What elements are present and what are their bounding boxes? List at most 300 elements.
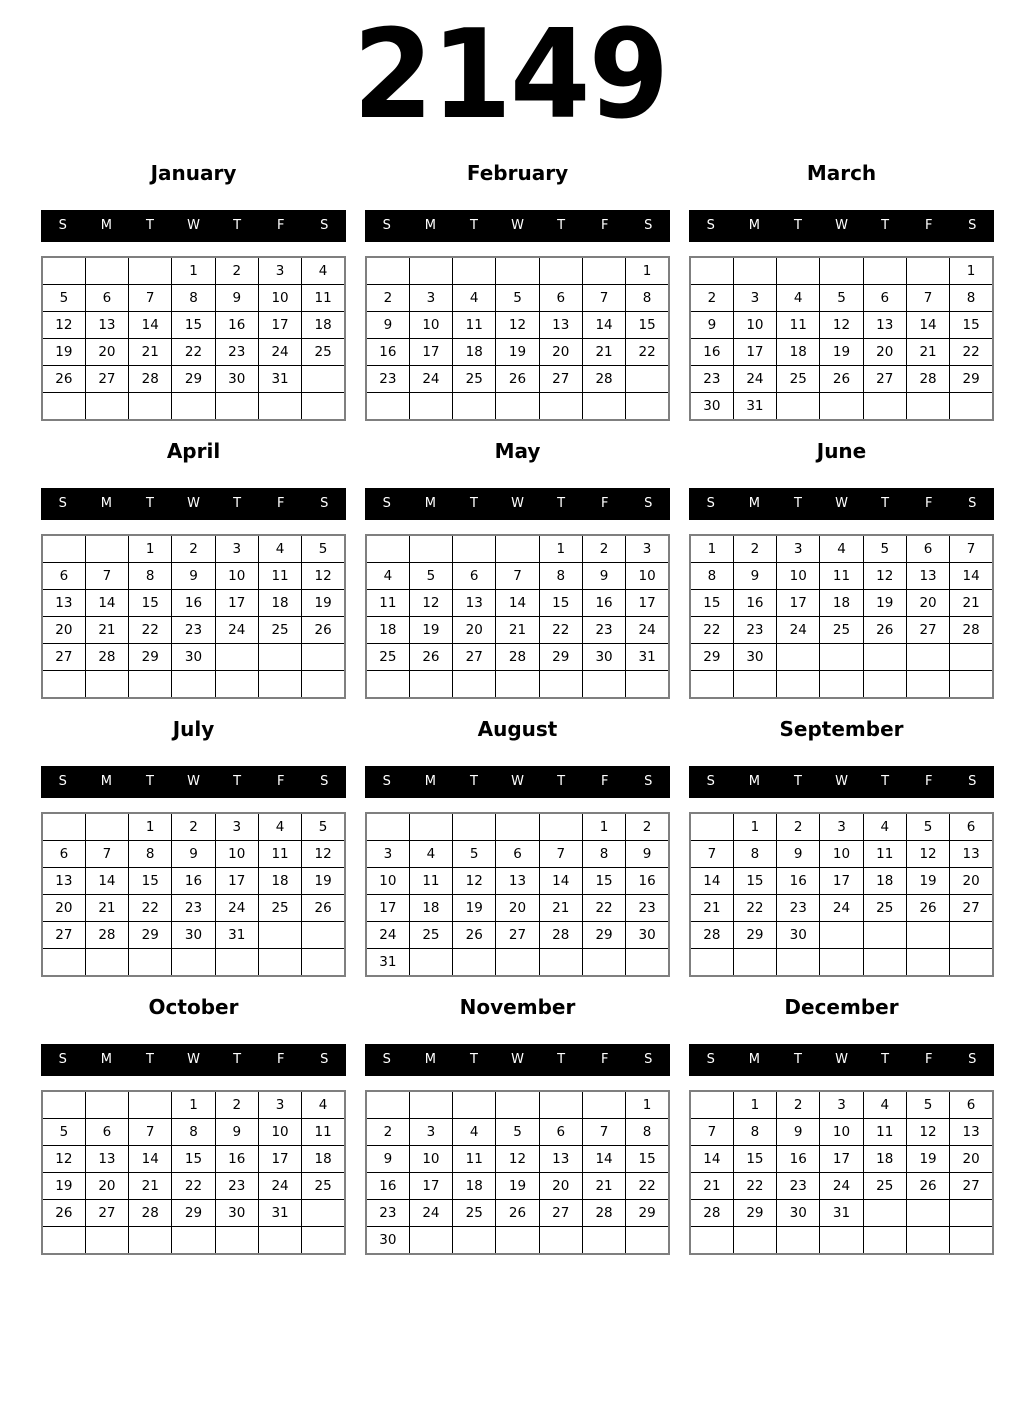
day-cell: 31 — [215, 922, 258, 949]
weekday-header — [41, 210, 346, 242]
weekday-label: W — [187, 1052, 200, 1067]
day-cell: 25 — [863, 1173, 906, 1200]
week-row — [690, 535, 993, 563]
day-cell: 9 — [215, 1119, 258, 1146]
weekday-label: S — [58, 496, 67, 511]
empty-day-cell — [496, 535, 539, 563]
empty-day-cell — [733, 1227, 776, 1255]
day-cell: 6 — [539, 1119, 582, 1146]
day-cell: 13 — [539, 312, 582, 339]
empty-day-cell — [820, 671, 863, 699]
day-cell: 27 — [863, 366, 906, 393]
empty-day-cell — [496, 813, 539, 841]
weekday-label: T — [881, 1052, 890, 1067]
weekday-header — [365, 488, 670, 520]
month-grid — [365, 1090, 670, 1255]
day-cell: 8 — [626, 1119, 669, 1146]
weekday-label: M — [748, 218, 760, 233]
empty-day-cell — [302, 1227, 345, 1255]
empty-day-cell — [950, 393, 993, 421]
day-cell: 29 — [539, 644, 582, 671]
day-cell: 22 — [950, 339, 993, 366]
empty-day-cell — [453, 393, 496, 421]
day-cell: 21 — [950, 590, 993, 617]
day-cell: 23 — [733, 617, 776, 644]
weekday-label: S — [382, 218, 391, 233]
weekday-label: W — [511, 774, 524, 789]
week-row — [42, 1091, 345, 1119]
day-cell: 5 — [302, 813, 345, 841]
empty-day-cell — [453, 813, 496, 841]
day-cell: 7 — [582, 1119, 625, 1146]
empty-day-cell — [539, 393, 582, 421]
day-cell: 1 — [733, 813, 776, 841]
day-cell: 14 — [690, 868, 733, 895]
day-cell: 4 — [258, 813, 301, 841]
day-cell: 23 — [215, 1173, 258, 1200]
day-cell: 28 — [85, 922, 128, 949]
month-april — [41, 438, 346, 702]
day-cell: 28 — [690, 922, 733, 949]
week-row — [42, 813, 345, 841]
day-cell: 19 — [863, 590, 906, 617]
day-cell: 17 — [820, 868, 863, 895]
empty-day-cell — [409, 949, 452, 977]
day-cell: 25 — [820, 617, 863, 644]
day-cell: 13 — [85, 1146, 128, 1173]
week-row — [366, 949, 669, 977]
empty-day-cell — [129, 393, 172, 421]
weekday-header — [689, 488, 994, 520]
weekday-label: T — [793, 1052, 802, 1067]
empty-day-cell — [863, 1227, 906, 1255]
day-cell: 18 — [409, 895, 452, 922]
day-cell: 2 — [366, 285, 409, 312]
day-cell: 8 — [626, 285, 669, 312]
day-cell: 6 — [42, 563, 85, 590]
weekday-label: T — [469, 774, 478, 789]
day-cell: 12 — [42, 312, 85, 339]
day-cell: 10 — [215, 563, 258, 590]
empty-day-cell — [85, 949, 128, 977]
week-row — [690, 366, 993, 393]
day-cell: 1 — [626, 257, 669, 285]
day-cell: 3 — [258, 257, 301, 285]
day-cell: 23 — [366, 1200, 409, 1227]
day-cell: 29 — [172, 1200, 215, 1227]
empty-day-cell — [215, 393, 258, 421]
day-cell: 17 — [777, 590, 820, 617]
weekday-label: M — [748, 1052, 760, 1067]
day-cell: 30 — [172, 644, 215, 671]
weekday-label: F — [276, 774, 285, 789]
empty-day-cell — [453, 535, 496, 563]
month-grid — [41, 812, 346, 977]
weekday-label: F — [924, 1052, 933, 1067]
empty-day-cell — [863, 257, 906, 285]
empty-day-cell — [366, 257, 409, 285]
empty-day-cell — [258, 393, 301, 421]
month-grid-body — [366, 535, 669, 698]
day-cell: 24 — [215, 617, 258, 644]
day-cell: 1 — [626, 1091, 669, 1119]
empty-day-cell — [690, 1091, 733, 1119]
day-cell: 26 — [863, 617, 906, 644]
day-cell: 20 — [453, 617, 496, 644]
week-row — [42, 617, 345, 644]
week-row — [42, 393, 345, 421]
empty-day-cell — [172, 671, 215, 699]
empty-day-cell — [777, 949, 820, 977]
day-cell: 21 — [496, 617, 539, 644]
day-cell: 14 — [582, 312, 625, 339]
week-row — [690, 868, 993, 895]
month-grid — [689, 812, 994, 977]
month-grid — [365, 534, 670, 699]
day-cell: 24 — [258, 339, 301, 366]
day-cell: 25 — [863, 895, 906, 922]
month-grid — [365, 256, 670, 421]
day-cell: 11 — [863, 1119, 906, 1146]
day-cell: 23 — [366, 366, 409, 393]
day-cell: 8 — [582, 841, 625, 868]
day-cell: 4 — [453, 285, 496, 312]
weekday-label: S — [644, 774, 653, 789]
day-cell: 12 — [453, 868, 496, 895]
day-cell: 26 — [302, 617, 345, 644]
empty-day-cell — [453, 671, 496, 699]
week-row — [690, 590, 993, 617]
day-cell: 20 — [85, 1173, 128, 1200]
empty-day-cell — [733, 949, 776, 977]
empty-day-cell — [215, 644, 258, 671]
day-cell: 3 — [409, 285, 452, 312]
empty-day-cell — [302, 393, 345, 421]
month-august — [365, 716, 670, 980]
day-cell: 6 — [950, 813, 993, 841]
week-row — [366, 285, 669, 312]
month-grid-body — [42, 535, 345, 698]
day-cell: 6 — [539, 285, 582, 312]
day-cell: 25 — [453, 1200, 496, 1227]
day-cell: 14 — [950, 563, 993, 590]
day-cell: 5 — [453, 841, 496, 868]
empty-day-cell — [409, 1227, 452, 1255]
day-cell: 20 — [539, 339, 582, 366]
day-cell: 24 — [820, 1173, 863, 1200]
month-title: December — [784, 995, 899, 1019]
day-cell: 9 — [172, 563, 215, 590]
empty-day-cell — [453, 949, 496, 977]
day-cell: 21 — [582, 1173, 625, 1200]
empty-day-cell — [215, 949, 258, 977]
weekday-label: S — [382, 774, 391, 789]
weekday-label: M — [100, 496, 112, 511]
day-cell: 24 — [258, 1173, 301, 1200]
day-cell: 9 — [626, 841, 669, 868]
day-cell: 18 — [453, 339, 496, 366]
month-title: June — [816, 439, 867, 463]
day-cell: 7 — [85, 563, 128, 590]
weekday-label: F — [924, 774, 933, 789]
weekday-label: S — [320, 774, 329, 789]
day-cell: 24 — [366, 922, 409, 949]
day-cell: 2 — [733, 535, 776, 563]
day-cell: 1 — [950, 257, 993, 285]
weekday-label: W — [835, 496, 848, 511]
weekday-header — [41, 1044, 346, 1076]
day-cell: 14 — [85, 590, 128, 617]
day-cell: 28 — [129, 366, 172, 393]
month-grid-body — [690, 257, 993, 420]
weekday-label: M — [424, 496, 436, 511]
day-cell: 24 — [820, 895, 863, 922]
weekday-label: S — [58, 218, 67, 233]
weekday-label: T — [145, 218, 154, 233]
day-cell: 13 — [453, 590, 496, 617]
day-cell: 13 — [496, 868, 539, 895]
empty-day-cell — [496, 257, 539, 285]
empty-day-cell — [453, 257, 496, 285]
week-row — [366, 868, 669, 895]
day-cell: 20 — [42, 895, 85, 922]
week-row — [690, 1227, 993, 1255]
day-cell: 25 — [453, 366, 496, 393]
empty-day-cell — [906, 257, 949, 285]
day-cell: 2 — [215, 1091, 258, 1119]
day-cell: 12 — [302, 841, 345, 868]
day-cell: 27 — [539, 1200, 582, 1227]
weekday-label: F — [600, 1052, 609, 1067]
day-cell: 10 — [409, 1146, 452, 1173]
day-cell: 23 — [690, 366, 733, 393]
week-row — [366, 535, 669, 563]
day-cell: 29 — [172, 366, 215, 393]
day-cell: 9 — [366, 312, 409, 339]
day-cell: 15 — [733, 1146, 776, 1173]
empty-day-cell — [129, 257, 172, 285]
empty-day-cell — [539, 813, 582, 841]
week-row — [42, 841, 345, 868]
week-row — [690, 1119, 993, 1146]
week-row — [690, 841, 993, 868]
empty-day-cell — [690, 257, 733, 285]
day-cell: 20 — [539, 1173, 582, 1200]
empty-day-cell — [582, 671, 625, 699]
day-cell: 16 — [215, 312, 258, 339]
weekday-label: F — [600, 774, 609, 789]
week-row — [690, 895, 993, 922]
weekday-label: S — [320, 218, 329, 233]
week-row — [690, 1146, 993, 1173]
month-february — [365, 160, 670, 424]
empty-day-cell — [85, 1227, 128, 1255]
day-cell: 13 — [85, 312, 128, 339]
empty-day-cell — [302, 644, 345, 671]
day-cell: 9 — [172, 841, 215, 868]
empty-day-cell — [42, 949, 85, 977]
weekday-header — [41, 488, 346, 520]
day-cell: 26 — [906, 1173, 949, 1200]
weekday-label: W — [187, 774, 200, 789]
weekday-label: T — [881, 496, 890, 511]
day-cell: 20 — [950, 868, 993, 895]
empty-day-cell — [690, 813, 733, 841]
week-row — [690, 257, 993, 285]
empty-day-cell — [539, 257, 582, 285]
day-cell: 18 — [302, 312, 345, 339]
empty-day-cell — [85, 813, 128, 841]
year-title: 2149 — [352, 3, 668, 147]
empty-day-cell — [366, 813, 409, 841]
day-cell: 30 — [733, 644, 776, 671]
day-cell: 1 — [690, 535, 733, 563]
weekday-label: M — [100, 774, 112, 789]
day-cell: 4 — [302, 257, 345, 285]
day-cell: 22 — [582, 895, 625, 922]
weekday-label: M — [748, 496, 760, 511]
week-row — [690, 393, 993, 421]
day-cell: 12 — [496, 312, 539, 339]
empty-day-cell — [302, 366, 345, 393]
empty-day-cell — [777, 644, 820, 671]
week-row — [690, 922, 993, 949]
day-cell: 28 — [950, 617, 993, 644]
weekday-label: T — [793, 496, 802, 511]
day-cell: 28 — [906, 366, 949, 393]
day-cell: 14 — [582, 1146, 625, 1173]
empty-day-cell — [863, 671, 906, 699]
empty-day-cell — [733, 257, 776, 285]
day-cell: 13 — [539, 1146, 582, 1173]
weekday-label: T — [881, 774, 890, 789]
day-cell: 3 — [626, 535, 669, 563]
week-row — [366, 813, 669, 841]
day-cell: 15 — [129, 868, 172, 895]
day-cell: 5 — [42, 1119, 85, 1146]
day-cell: 5 — [906, 1091, 949, 1119]
empty-day-cell — [626, 671, 669, 699]
weekday-label: T — [557, 1052, 566, 1067]
weekday-label: T — [233, 496, 242, 511]
day-cell: 16 — [366, 339, 409, 366]
day-cell: 26 — [302, 895, 345, 922]
empty-day-cell — [906, 393, 949, 421]
week-row — [42, 535, 345, 563]
month-november — [365, 994, 670, 1258]
weekday-label: S — [382, 1052, 391, 1067]
empty-day-cell — [366, 671, 409, 699]
empty-day-cell — [690, 1227, 733, 1255]
weekday-label: T — [557, 496, 566, 511]
day-cell: 27 — [950, 895, 993, 922]
empty-day-cell — [453, 1091, 496, 1119]
day-cell: 5 — [496, 1119, 539, 1146]
empty-day-cell — [258, 671, 301, 699]
weekday-label: T — [145, 1052, 154, 1067]
weekday-header — [365, 210, 670, 242]
day-cell: 3 — [733, 285, 776, 312]
day-cell: 22 — [626, 339, 669, 366]
week-row — [42, 644, 345, 671]
week-row — [690, 617, 993, 644]
day-cell: 21 — [129, 1173, 172, 1200]
day-cell: 28 — [539, 922, 582, 949]
empty-day-cell — [820, 644, 863, 671]
day-cell: 16 — [215, 1146, 258, 1173]
day-cell: 10 — [258, 285, 301, 312]
week-row — [366, 1200, 669, 1227]
empty-day-cell — [906, 922, 949, 949]
empty-day-cell — [690, 949, 733, 977]
month-december — [689, 994, 994, 1258]
day-cell: 29 — [626, 1200, 669, 1227]
day-cell: 23 — [172, 617, 215, 644]
day-cell: 22 — [172, 1173, 215, 1200]
day-cell: 19 — [906, 868, 949, 895]
day-cell: 8 — [172, 1119, 215, 1146]
week-row — [366, 895, 669, 922]
day-cell: 5 — [42, 285, 85, 312]
empty-day-cell — [950, 671, 993, 699]
empty-day-cell — [215, 671, 258, 699]
weekday-label: S — [706, 774, 715, 789]
day-cell: 8 — [172, 285, 215, 312]
month-grid — [41, 1090, 346, 1255]
day-cell: 6 — [42, 841, 85, 868]
day-cell: 25 — [302, 1173, 345, 1200]
day-cell: 3 — [366, 841, 409, 868]
week-row — [366, 563, 669, 590]
month-january — [41, 160, 346, 424]
month-grid — [689, 1090, 994, 1255]
day-cell: 18 — [258, 590, 301, 617]
day-cell: 9 — [366, 1146, 409, 1173]
day-cell: 19 — [906, 1146, 949, 1173]
weekday-label: T — [233, 218, 242, 233]
day-cell: 12 — [820, 312, 863, 339]
weekday-label: T — [557, 774, 566, 789]
day-cell: 5 — [863, 535, 906, 563]
day-cell: 16 — [172, 590, 215, 617]
weekday-label: S — [320, 496, 329, 511]
week-row — [42, 1200, 345, 1227]
weekday-label: T — [469, 1052, 478, 1067]
day-cell: 27 — [496, 922, 539, 949]
day-cell: 2 — [777, 813, 820, 841]
weekday-label: S — [706, 1052, 715, 1067]
day-cell: 5 — [906, 813, 949, 841]
weekday-label: S — [968, 1052, 977, 1067]
weekday-label: S — [58, 1052, 67, 1067]
empty-day-cell — [496, 393, 539, 421]
empty-day-cell — [42, 813, 85, 841]
empty-day-cell — [820, 949, 863, 977]
day-cell: 7 — [496, 563, 539, 590]
month-grid — [365, 812, 670, 977]
day-cell: 19 — [496, 1173, 539, 1200]
day-cell: 24 — [733, 366, 776, 393]
day-cell: 2 — [626, 813, 669, 841]
week-row — [690, 563, 993, 590]
day-cell: 20 — [950, 1146, 993, 1173]
empty-day-cell — [539, 671, 582, 699]
day-cell: 26 — [42, 366, 85, 393]
day-cell: 11 — [258, 841, 301, 868]
day-cell: 26 — [496, 1200, 539, 1227]
empty-day-cell — [42, 257, 85, 285]
day-cell: 17 — [626, 590, 669, 617]
